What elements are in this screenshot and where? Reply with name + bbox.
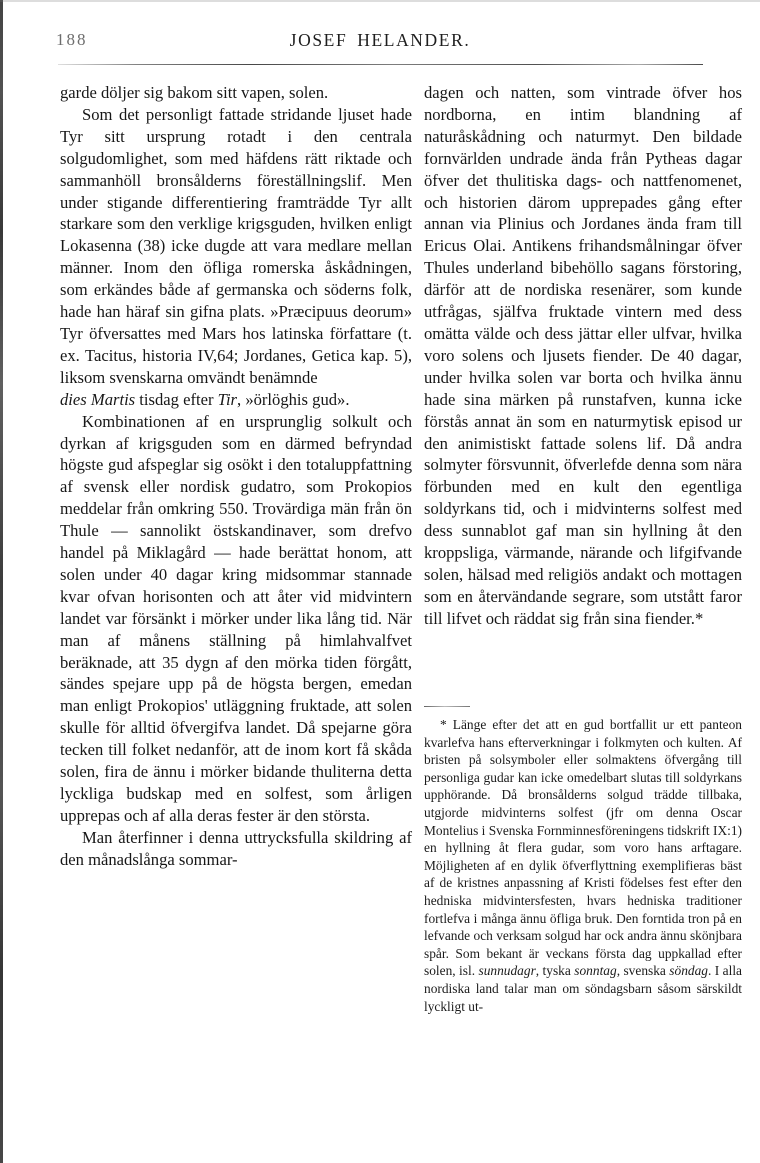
running-head-title: JOSEF HELANDER.	[289, 30, 471, 50]
footnote-run: , tyska	[535, 963, 575, 979]
running-head	[56, 30, 704, 56]
italic-term-sonntag: sonntag	[574, 963, 617, 979]
body-text-right	[424, 82, 742, 630]
footnote-paragraph	[424, 716, 742, 1015]
footnote-run: * Länge efter det att en gud bortfallit ur ett panteon kvarlefva hans efterverkningar i folkmyten och kulten. Af bristen på solsymboler eller solmaktens öfvergång till personliga gudar kan icke omedelbart slutas till soldyrkans upphörande. Då bronsålderns solgud trädde tillbaka, utgjorde midvinterns solfest (jfr om denna Oscar Montelius i Svenska Fornminnesföreningens tidskrift IX:1) en hyllning åt flera gudar, som voro hans arftagare. Möjligheten af en dylik öfverflyttning exemplifieras bäst af de kristnes anpassning af Kristi födelses fest efter den hedniska midvintersfesten, hvars hedniska traditioner fortlefva i många ännu öfliga bruk. Den forntida tron på en lefvande och verksam solgud har ock andra ännu skönjbara spår. Som bekant är veckans första dag uppkallad efter solen, isl.	[424, 717, 742, 979]
paragraph-italic-line	[60, 389, 412, 411]
roman-run: tisdag efter	[135, 389, 218, 409]
italic-term-tir: Tir	[217, 389, 238, 409]
italic-term-sunnudagr: sunnudagr	[478, 963, 536, 979]
footnote-text	[424, 716, 742, 1015]
paragraph: Man återfinner i denna uttrycksfulla skildring af den månadslånga sommar-	[60, 827, 412, 869]
paragraph: dagen och natten, som vintrade öfver hos nordborna, en intim blandning af naturåskådning och naturmyt. Den bildade fornvärlden undrade ända från Pytheas dagar öfver det thulitiska dags- och nattfenomenet, och historien därom upprepades gång efter annan via Plinius och Jordanes ända fram till Ericus Olai. Antikens frihandsmålningar öfver Thules underland bibehöllo sagans förstoring, därför att de nordiska resenärer, som kunde utfrågas, själfva fruktade vintern med dess omätta välde och dess jättar eller ulfvar, hvilka voro solens och ljusets fiender. De 40 dagar, under hvilka solen var borta och hvilka ännu hade sina märken på runstafven, kunna icke förstås annat än som en naturmytisk episod ur den animistiskt fattade solens lif. Då andra solmyter försvunnit, öfverlefde denna som nära förbunden med en kult den egentliga soldyrkans tid, och i midvinterns solfest med dess sunnablot gaf man sin hyllning åt den kroppsliga, värmande, närande och lifgifvande solen, hälsad med religiös andakt och mottagen som en återvändande segrare, som utstått faror till lifvet och räddat sig från sina fiender.*	[424, 83, 742, 628]
footnote-block	[424, 706, 742, 1015]
footnote-run: , svenska	[616, 963, 670, 979]
italic-term-sondag: söndag	[669, 963, 708, 979]
page-number: 188	[56, 30, 88, 49]
header-rule	[58, 64, 703, 65]
text-column-right	[424, 82, 742, 630]
text-column-left	[60, 82, 412, 871]
roman-run: , »örlöghis gud».	[237, 389, 350, 409]
paragraph: Som det personligt fattade stridande ljuset hade Tyr sitt ursprung rotadt i den centrala solgudomlighet, som med häfdens rätt riktade och sammanhöll bronsålderns föreställningslif. Men under stigande differentiering framträdde Tyr allt starkare som den verklige krigsguden, hvilken enligt Lokasenna (38) icke dugde att vara medlare mellan männer. Inom den öfliga romerska åskådningen, som erkändes både af germanska och söderns folk, hade han häraf sin gifna plats. »Præcipuus deorum» Tyr öfversattes med Mars hos latinska författare (t. ex. Tacitus, historia IV,64; Jordanes, Getica kap. 5), liksom svenskarna omvändt benämnde	[60, 104, 412, 387]
paragraph: garde döljer sig bakom sitt vapen, solen.	[60, 83, 329, 102]
footnote-run: . I alla nordiska land talar man om söndagsbarn såsom särskildt lyckligt ut-	[424, 963, 742, 1014]
paragraph: Kombinationen af en ursprunglig solkult och dyrkan af krigsguden som en därmed befryndad högste gud afspeglar sig osökt i den totaluppfattning af svensk eller nordisk gudatro, som Prokopios meddelar från omkring 550. Trovärdiga män från ön Thule — sannolikt östskandinaver, som drefvo handel på Miklagård — hade berättat honom, att solen under 40 dagar kring midsommar stannade kvar ofvan horisonten och att åter vid midvintern landet var försänkt i mörker under lika lång tid. När man af månens ställning på himlahvalfvet beräknade, att 35 dygn af den mörka tiden förgått, sändes spejare upp på de högsta bergen, emedan man enligt Prokopios' utläggning fruktade, att solen skulle för alltid öfvergifva landet. Då spejarne göra tecken till folket nedanför, att de inom kort få skåda solen, fira de ännu i mörker bidande thuliterna detta lyckliga budskap med en solfest, som årligen upprepas och af alla deras fester är den största.	[60, 411, 412, 825]
footnote-rule	[424, 706, 470, 707]
italic-term-dies-martis: dies Martis	[60, 389, 136, 409]
body-text-left	[60, 82, 412, 871]
